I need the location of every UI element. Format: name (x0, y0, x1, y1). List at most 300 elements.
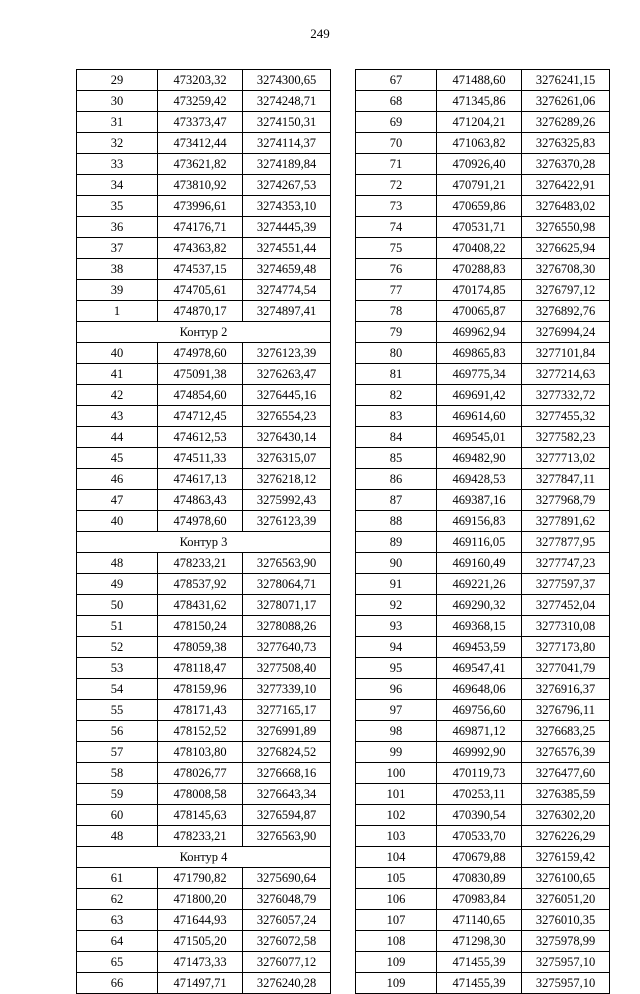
point-number-cell: 61 (77, 868, 158, 889)
x-coordinate-cell: 474537,15 (158, 259, 243, 280)
y-coordinate-cell: 3274150,31 (243, 112, 331, 133)
y-coordinate-cell: 3276430,14 (243, 427, 331, 448)
point-number-cell: 62 (77, 889, 158, 910)
y-coordinate-cell: 3277597,37 (522, 574, 610, 595)
table-row (356, 133, 610, 154)
point-number-cell: 52 (77, 637, 158, 658)
x-coordinate-cell: 470065,87 (437, 301, 522, 322)
point-number-cell: 75 (356, 238, 437, 259)
x-coordinate-cell: 469775,34 (437, 364, 522, 385)
x-coordinate-cell: 473996,61 (158, 196, 243, 217)
y-coordinate-cell: 3276576,39 (522, 742, 610, 763)
point-number-cell: 48 (77, 826, 158, 847)
y-coordinate-cell: 3274267,53 (243, 175, 331, 196)
y-coordinate-cell: 3278088,26 (243, 616, 331, 637)
y-coordinate-cell: 3276483,02 (522, 196, 610, 217)
y-coordinate-cell: 3276226,29 (522, 826, 610, 847)
table-row (356, 175, 610, 196)
point-number-cell: 72 (356, 175, 437, 196)
x-coordinate-cell: 471644,93 (158, 910, 243, 931)
x-coordinate-cell: 471800,20 (158, 889, 243, 910)
table-row (356, 448, 610, 469)
x-coordinate-cell: 470533,70 (437, 826, 522, 847)
y-coordinate-cell: 3277332,72 (522, 385, 610, 406)
x-coordinate-cell: 474978,60 (158, 343, 243, 364)
table-row (356, 637, 610, 658)
y-coordinate-cell: 3276563,90 (243, 553, 331, 574)
y-coordinate-cell: 3277455,32 (522, 406, 610, 427)
x-coordinate-cell: 470119,73 (437, 763, 522, 784)
y-coordinate-cell: 3276994,24 (522, 322, 610, 343)
table-row (356, 700, 610, 721)
table-row (356, 238, 610, 259)
point-number-cell: 73 (356, 196, 437, 217)
point-number-cell: 87 (356, 490, 437, 511)
table-row (77, 721, 331, 742)
table-row (356, 427, 610, 448)
x-coordinate-cell: 469545,01 (437, 427, 522, 448)
y-coordinate-cell: 3276057,24 (243, 910, 331, 931)
table-row (356, 805, 610, 826)
point-number-cell: 102 (356, 805, 437, 826)
table-row (77, 952, 331, 973)
x-coordinate-cell: 478150,24 (158, 616, 243, 637)
y-coordinate-cell: 3278064,71 (243, 574, 331, 595)
y-coordinate-cell: 3276422,91 (522, 175, 610, 196)
contour-heading-row (77, 847, 331, 868)
point-number-cell: 59 (77, 784, 158, 805)
point-number-cell: 71 (356, 154, 437, 175)
y-coordinate-cell: 3276892,76 (522, 301, 610, 322)
point-number-cell: 39 (77, 280, 158, 301)
x-coordinate-cell: 470983,84 (437, 889, 522, 910)
point-number-cell: 93 (356, 616, 437, 637)
y-coordinate-cell: 3276683,25 (522, 721, 610, 742)
x-coordinate-cell: 474978,60 (158, 511, 243, 532)
table-row (77, 574, 331, 595)
x-coordinate-cell: 475091,38 (158, 364, 243, 385)
x-coordinate-cell: 478008,58 (158, 784, 243, 805)
x-coordinate-cell: 469865,83 (437, 343, 522, 364)
y-coordinate-cell: 3276159,42 (522, 847, 610, 868)
x-coordinate-cell: 471505,20 (158, 931, 243, 952)
point-number-cell: 98 (356, 721, 437, 742)
x-coordinate-cell: 474854,60 (158, 385, 243, 406)
x-coordinate-cell: 473373,47 (158, 112, 243, 133)
x-coordinate-cell: 469871,12 (437, 721, 522, 742)
x-coordinate-cell: 478145,63 (158, 805, 243, 826)
y-coordinate-cell: 3276796,11 (522, 700, 610, 721)
x-coordinate-cell: 470830,89 (437, 868, 522, 889)
point-number-cell: 54 (77, 679, 158, 700)
point-number-cell: 29 (77, 70, 158, 91)
table-row (356, 952, 610, 973)
x-coordinate-cell: 469160,49 (437, 553, 522, 574)
point-number-cell: 38 (77, 259, 158, 280)
x-coordinate-cell: 470679,88 (437, 847, 522, 868)
table-row (356, 511, 610, 532)
point-number-cell: 77 (356, 280, 437, 301)
point-number-cell: 108 (356, 931, 437, 952)
table-row (77, 175, 331, 196)
x-coordinate-cell: 469387,16 (437, 490, 522, 511)
point-number-cell: 67 (356, 70, 437, 91)
point-number-cell: 57 (77, 742, 158, 763)
y-coordinate-cell: 3274248,71 (243, 91, 331, 112)
point-number-cell: 63 (77, 910, 158, 931)
y-coordinate-cell: 3276263,47 (243, 364, 331, 385)
point-number-cell: 82 (356, 385, 437, 406)
y-coordinate-cell: 3277310,08 (522, 616, 610, 637)
point-number-cell: 41 (77, 364, 158, 385)
table-row (356, 406, 610, 427)
table-row (77, 70, 331, 91)
point-number-cell: 31 (77, 112, 158, 133)
y-coordinate-cell: 3275957,10 (522, 952, 610, 973)
x-coordinate-cell: 471345,86 (437, 91, 522, 112)
y-coordinate-cell: 3276072,58 (243, 931, 331, 952)
table-row (77, 301, 331, 322)
x-coordinate-cell: 470791,21 (437, 175, 522, 196)
table-row (77, 343, 331, 364)
y-coordinate-cell: 3275978,99 (522, 931, 610, 952)
table-row (356, 70, 610, 91)
table-row (77, 406, 331, 427)
table-row (356, 364, 610, 385)
y-coordinate-cell: 3276051,20 (522, 889, 610, 910)
point-number-cell: 86 (356, 469, 437, 490)
y-coordinate-cell: 3274300,65 (243, 70, 331, 91)
table-row (356, 910, 610, 931)
x-coordinate-cell: 469116,05 (437, 532, 522, 553)
table-row (77, 616, 331, 637)
x-coordinate-cell: 470408,22 (437, 238, 522, 259)
table-row (77, 448, 331, 469)
x-coordinate-cell: 474705,61 (158, 280, 243, 301)
x-coordinate-cell: 478431,62 (158, 595, 243, 616)
y-coordinate-cell: 3277041,79 (522, 658, 610, 679)
x-coordinate-cell: 469453,59 (437, 637, 522, 658)
table-row (356, 658, 610, 679)
x-coordinate-cell: 469156,83 (437, 511, 522, 532)
point-number-cell: 45 (77, 448, 158, 469)
x-coordinate-cell: 469614,60 (437, 406, 522, 427)
point-number-cell: 40 (77, 343, 158, 364)
y-coordinate-cell: 3275957,10 (522, 973, 610, 994)
point-number-cell: 104 (356, 847, 437, 868)
x-coordinate-cell: 473259,42 (158, 91, 243, 112)
y-coordinate-cell: 3274897,41 (243, 301, 331, 322)
point-number-cell: 58 (77, 763, 158, 784)
y-coordinate-cell: 3277165,17 (243, 700, 331, 721)
x-coordinate-cell: 469482,90 (437, 448, 522, 469)
y-coordinate-cell: 3276123,39 (243, 343, 331, 364)
y-coordinate-cell: 3276554,23 (243, 406, 331, 427)
table-row (77, 133, 331, 154)
x-coordinate-cell: 470390,54 (437, 805, 522, 826)
x-coordinate-cell: 471455,39 (437, 952, 522, 973)
x-coordinate-cell: 474176,71 (158, 217, 243, 238)
x-coordinate-cell: 469290,32 (437, 595, 522, 616)
x-coordinate-cell: 478059,38 (158, 637, 243, 658)
y-coordinate-cell: 3276445,16 (243, 385, 331, 406)
x-coordinate-cell: 478026,77 (158, 763, 243, 784)
table-row (356, 154, 610, 175)
point-number-cell: 50 (77, 595, 158, 616)
point-number-cell: 74 (356, 217, 437, 238)
y-coordinate-cell: 3276325,83 (522, 133, 610, 154)
point-number-cell: 48 (77, 553, 158, 574)
y-coordinate-cell: 3274189,84 (243, 154, 331, 175)
table-row (356, 679, 610, 700)
point-number-cell: 78 (356, 301, 437, 322)
point-number-cell: 84 (356, 427, 437, 448)
x-coordinate-cell: 469691,42 (437, 385, 522, 406)
point-number-cell: 40 (77, 511, 158, 532)
table-row (356, 490, 610, 511)
y-coordinate-cell: 3276668,16 (243, 763, 331, 784)
table-row (356, 889, 610, 910)
y-coordinate-cell: 3276010,35 (522, 910, 610, 931)
x-coordinate-cell: 470926,40 (437, 154, 522, 175)
x-coordinate-cell: 473203,32 (158, 70, 243, 91)
table-row (77, 910, 331, 931)
y-coordinate-cell: 3276385,59 (522, 784, 610, 805)
point-number-cell: 80 (356, 343, 437, 364)
y-coordinate-cell: 3276797,12 (522, 280, 610, 301)
table-row (77, 553, 331, 574)
y-coordinate-cell: 3277891,62 (522, 511, 610, 532)
point-number-cell: 1 (77, 301, 158, 322)
table-row (356, 469, 610, 490)
y-coordinate-cell: 3274114,37 (243, 133, 331, 154)
point-number-cell: 106 (356, 889, 437, 910)
table-row (356, 826, 610, 847)
table-row (356, 973, 610, 994)
y-coordinate-cell: 3274445,39 (243, 217, 331, 238)
table-row (77, 742, 331, 763)
y-coordinate-cell: 3277877,95 (522, 532, 610, 553)
point-number-cell: 90 (356, 553, 437, 574)
table-row (356, 847, 610, 868)
table-row (356, 322, 610, 343)
point-number-cell: 68 (356, 91, 437, 112)
x-coordinate-cell: 473621,82 (158, 154, 243, 175)
table-row (77, 427, 331, 448)
x-coordinate-cell: 469756,60 (437, 700, 522, 721)
x-coordinate-cell: 478159,96 (158, 679, 243, 700)
y-coordinate-cell: 3277508,40 (243, 658, 331, 679)
y-coordinate-cell: 3276240,28 (243, 973, 331, 994)
x-coordinate-cell: 469428,53 (437, 469, 522, 490)
x-coordinate-cell: 474712,45 (158, 406, 243, 427)
table-row (77, 637, 331, 658)
y-coordinate-cell: 3274774,54 (243, 280, 331, 301)
point-number-cell: 83 (356, 406, 437, 427)
y-coordinate-cell: 3276643,34 (243, 784, 331, 805)
point-number-cell: 79 (356, 322, 437, 343)
point-number-cell: 55 (77, 700, 158, 721)
point-number-cell: 107 (356, 910, 437, 931)
y-coordinate-cell: 3276302,20 (522, 805, 610, 826)
table-row (356, 595, 610, 616)
point-number-cell: 95 (356, 658, 437, 679)
table-row (77, 931, 331, 952)
point-number-cell: 99 (356, 742, 437, 763)
y-coordinate-cell: 3276916,37 (522, 679, 610, 700)
table-row (356, 217, 610, 238)
y-coordinate-cell: 3277173,80 (522, 637, 610, 658)
x-coordinate-cell: 474511,33 (158, 448, 243, 469)
point-number-cell: 92 (356, 595, 437, 616)
point-number-cell: 49 (77, 574, 158, 595)
x-coordinate-cell: 469962,94 (437, 322, 522, 343)
point-number-cell: 35 (77, 196, 158, 217)
y-coordinate-cell: 3276563,90 (243, 826, 331, 847)
point-number-cell: 97 (356, 700, 437, 721)
table-row (356, 385, 610, 406)
table-row (356, 112, 610, 133)
contour-heading: Контур 4 (77, 847, 331, 868)
table-row (77, 385, 331, 406)
table-row (356, 196, 610, 217)
point-number-cell: 109 (356, 973, 437, 994)
coordinates-table-right (355, 69, 610, 994)
x-coordinate-cell: 470253,11 (437, 784, 522, 805)
x-coordinate-cell: 469368,15 (437, 616, 522, 637)
x-coordinate-cell: 473412,44 (158, 133, 243, 154)
y-coordinate-cell: 3277713,02 (522, 448, 610, 469)
x-coordinate-cell: 470531,71 (437, 217, 522, 238)
point-number-cell: 30 (77, 91, 158, 112)
x-coordinate-cell: 478152,52 (158, 721, 243, 742)
x-coordinate-cell: 471473,33 (158, 952, 243, 973)
x-coordinate-cell: 471140,65 (437, 910, 522, 931)
contour-heading: Контур 3 (77, 532, 331, 553)
y-coordinate-cell: 3276261,06 (522, 91, 610, 112)
point-number-cell: 43 (77, 406, 158, 427)
point-number-cell: 89 (356, 532, 437, 553)
table-row (77, 154, 331, 175)
x-coordinate-cell: 471298,30 (437, 931, 522, 952)
y-coordinate-cell: 3277847,11 (522, 469, 610, 490)
point-number-cell: 51 (77, 616, 158, 637)
y-coordinate-cell: 3277640,73 (243, 637, 331, 658)
table-row (77, 658, 331, 679)
y-coordinate-cell: 3274659,48 (243, 259, 331, 280)
point-number-cell: 64 (77, 931, 158, 952)
x-coordinate-cell: 473810,92 (158, 175, 243, 196)
point-number-cell: 56 (77, 721, 158, 742)
point-number-cell: 32 (77, 133, 158, 154)
page-number: 249 (310, 26, 330, 41)
table-row (77, 238, 331, 259)
table-row (77, 679, 331, 700)
point-number-cell: 100 (356, 763, 437, 784)
x-coordinate-cell: 471455,39 (437, 973, 522, 994)
y-coordinate-cell: 3276625,94 (522, 238, 610, 259)
table-row (77, 490, 331, 511)
table-row (356, 301, 610, 322)
y-coordinate-cell: 3274551,44 (243, 238, 331, 259)
x-coordinate-cell: 471497,71 (158, 973, 243, 994)
x-coordinate-cell: 470659,86 (437, 196, 522, 217)
point-number-cell: 66 (77, 973, 158, 994)
x-coordinate-cell: 469547,41 (437, 658, 522, 679)
contour-heading-row (77, 532, 331, 553)
contour-heading: Контур 2 (77, 322, 331, 343)
table-row (356, 784, 610, 805)
table-row (77, 805, 331, 826)
point-number-cell: 76 (356, 259, 437, 280)
x-coordinate-cell: 474870,17 (158, 301, 243, 322)
table-row (77, 973, 331, 994)
x-coordinate-cell: 474612,53 (158, 427, 243, 448)
y-coordinate-cell: 3276315,07 (243, 448, 331, 469)
table-row (77, 784, 331, 805)
x-coordinate-cell: 470174,85 (437, 280, 522, 301)
table-row (77, 826, 331, 847)
point-number-cell: 69 (356, 112, 437, 133)
point-number-cell: 34 (77, 175, 158, 196)
x-coordinate-cell: 469648,06 (437, 679, 522, 700)
y-coordinate-cell: 3276241,15 (522, 70, 610, 91)
coordinates-table-left (76, 69, 331, 994)
table-row (356, 343, 610, 364)
table-row (77, 595, 331, 616)
contour-heading-row (77, 322, 331, 343)
point-number-cell: 65 (77, 952, 158, 973)
x-coordinate-cell: 471790,82 (158, 868, 243, 889)
y-coordinate-cell: 3276708,30 (522, 259, 610, 280)
x-coordinate-cell: 471063,82 (437, 133, 522, 154)
y-coordinate-cell: 3276594,87 (243, 805, 331, 826)
y-coordinate-cell: 3277582,23 (522, 427, 610, 448)
y-coordinate-cell: 3277101,84 (522, 343, 610, 364)
table-row (77, 889, 331, 910)
x-coordinate-cell: 478537,92 (158, 574, 243, 595)
table-row (356, 91, 610, 112)
y-coordinate-cell: 3277747,23 (522, 553, 610, 574)
x-coordinate-cell: 474363,82 (158, 238, 243, 259)
point-number-cell: 36 (77, 217, 158, 238)
y-coordinate-cell: 3276477,60 (522, 763, 610, 784)
y-coordinate-cell: 3276048,79 (243, 889, 331, 910)
x-coordinate-cell: 469992,90 (437, 742, 522, 763)
table-row (77, 511, 331, 532)
y-coordinate-cell: 3275690,64 (243, 868, 331, 889)
table-row (77, 364, 331, 385)
table-row (356, 259, 610, 280)
table-row (356, 742, 610, 763)
x-coordinate-cell: 469221,26 (437, 574, 522, 595)
table-row (77, 700, 331, 721)
table-row (77, 112, 331, 133)
y-coordinate-cell: 3277452,04 (522, 595, 610, 616)
y-coordinate-cell: 3276289,26 (522, 112, 610, 133)
x-coordinate-cell: 470288,83 (437, 259, 522, 280)
y-coordinate-cell: 3276077,12 (243, 952, 331, 973)
point-number-cell: 60 (77, 805, 158, 826)
y-coordinate-cell: 3276123,39 (243, 511, 331, 532)
point-number-cell: 96 (356, 679, 437, 700)
y-coordinate-cell: 3276991,89 (243, 721, 331, 742)
y-coordinate-cell: 3276218,12 (243, 469, 331, 490)
y-coordinate-cell: 3277968,79 (522, 490, 610, 511)
point-number-cell: 44 (77, 427, 158, 448)
table-row (77, 763, 331, 784)
table-row (356, 763, 610, 784)
